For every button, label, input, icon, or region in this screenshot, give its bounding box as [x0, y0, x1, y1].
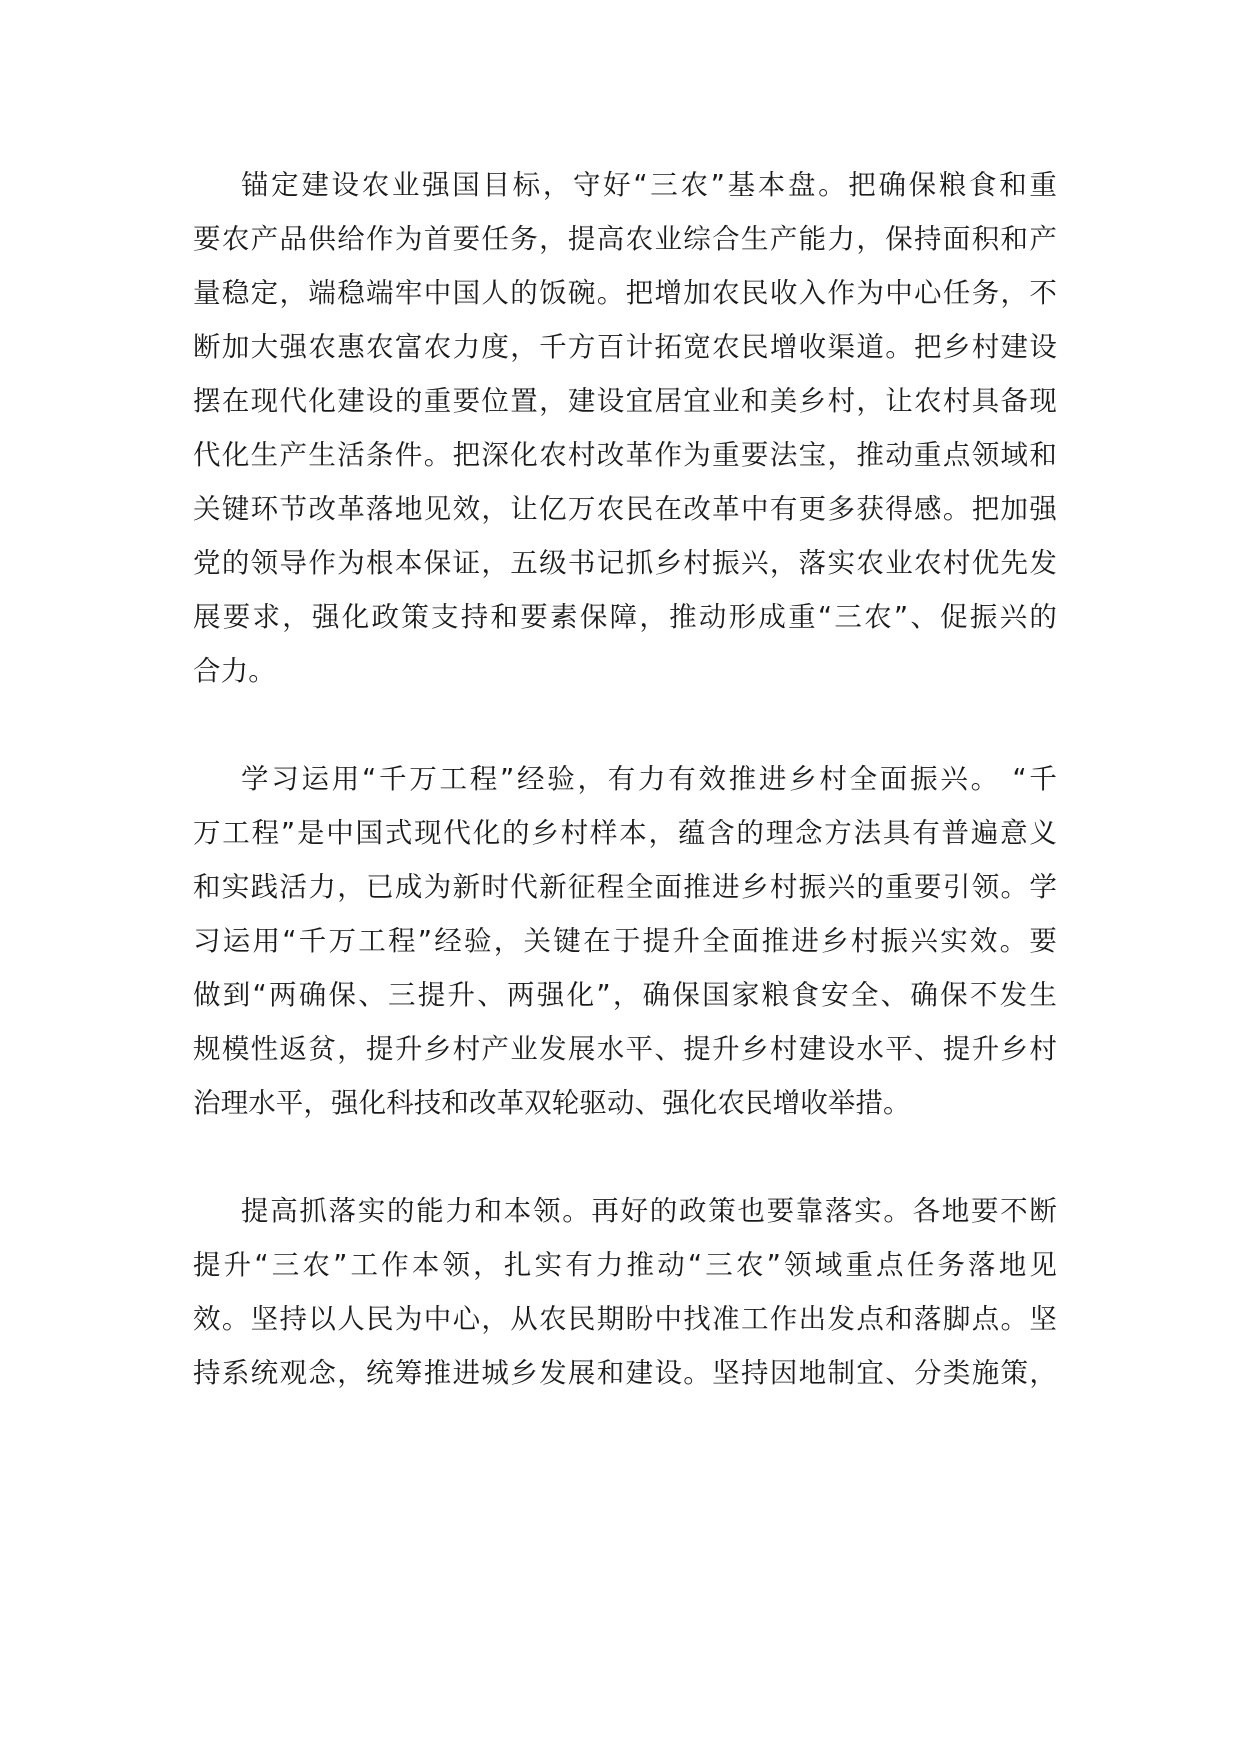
paragraph-1: [193, 158, 1057, 698]
paragraph-line: 要农产品供给作为首要任务，提高农业综合生产能力，保持面积和产: [193, 223, 1057, 255]
paragraph-line: 持系统观念，统筹推进城乡发展和建设。坚持因地制宜、分类施策，: [193, 1357, 1057, 1389]
paragraph-line: 治理水平，强化科技和改革双轮驱动、强化农民增收举措。: [193, 1087, 911, 1119]
paragraph-line: 提高抓落实的能力和本领。再好的政策也要靠落实。各地要不断: [241, 1195, 1057, 1227]
paragraph-line: 学习运用“千万工程”经验，有力有效推进乡村全面振兴。 “千: [241, 763, 1057, 795]
paragraph-line: 关键环节改革落地见效，让亿万农民在改革中有更多获得感。把加强: [193, 493, 1057, 525]
paragraph-line: 展要求，强化政策支持和要素保障，推动形成重“三农”、促振兴的: [193, 601, 1057, 633]
paragraph-line: 习运用“千万工程”经验，关键在于提升全面推进乡村振兴实效。要: [193, 925, 1057, 957]
paragraph-3: [193, 1184, 1057, 1400]
paragraph-line: 做到“两确保、三提升、两强化”，确保国家粮食安全、确保不发生: [193, 979, 1057, 1011]
paragraph-2: [193, 752, 1057, 1130]
paragraph-line: 锚定建设农业强国目标，守好“三农”基本盘。把确保粮食和重: [241, 169, 1057, 201]
paragraph-line: 代化生产生活条件。把深化农村改革作为重要法宝，推动重点领域和: [193, 439, 1057, 471]
paragraph-line: 和实践活力，已成为新时代新征程全面推进乡村振兴的重要引领。学: [193, 871, 1057, 903]
paragraph-line: 量稳定，端稳端牢中国人的饭碗。把增加农民收入作为中心任务，不: [193, 277, 1057, 309]
paragraph-line: 规模性返贫，提升乡村产业发展水平、提升乡村建设水平、提升乡村: [193, 1033, 1057, 1065]
paragraph-line: 万工程”是中国式现代化的乡村样本，蕴含的理念方法具有普遍意义: [193, 817, 1057, 849]
paragraph-line: 党的领导作为根本保证，五级书记抓乡村振兴，落实农业农村优先发: [193, 547, 1057, 579]
paragraph-line: 断加大强农惠农富农力度，千方百计拓宽农民增收渠道。把乡村建设: [193, 331, 1057, 363]
paragraph-line: 提升“三农”工作本领，扎实有力推动“三农”领域重点任务落地见: [193, 1249, 1057, 1281]
paragraph-line: 效。坚持以人民为中心，从农民期盼中找准工作出发点和落脚点。坚: [193, 1303, 1057, 1335]
paragraph-line: 合力。: [193, 655, 276, 687]
paragraph-line: 摆在现代化建设的重要位置，建设宜居宜业和美乡村，让农村具备现: [193, 385, 1057, 417]
